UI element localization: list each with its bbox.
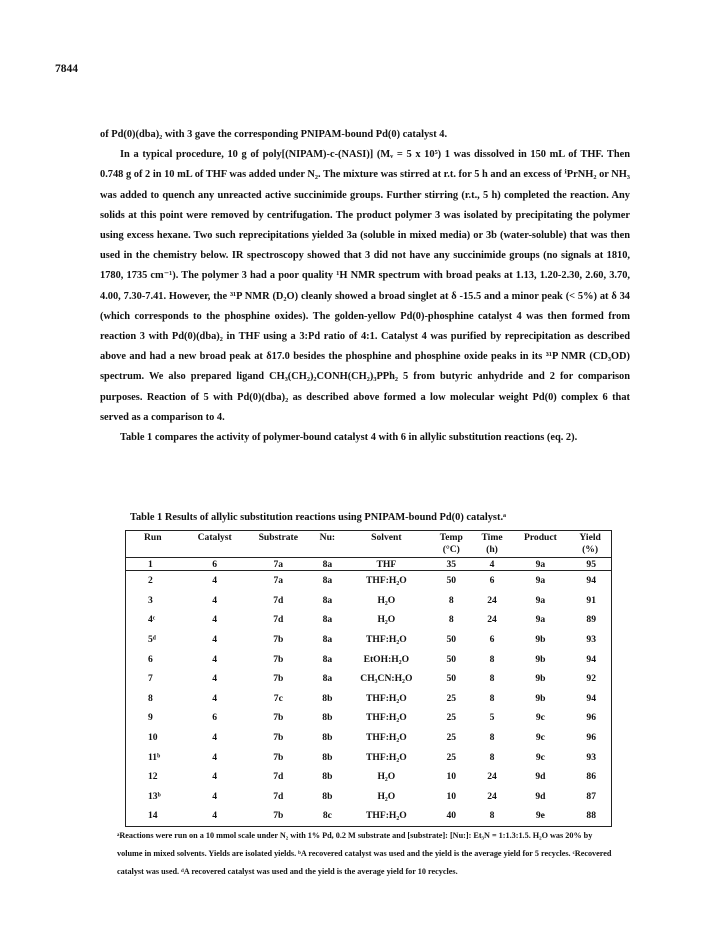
cell-catalyst: 4 bbox=[212, 594, 218, 606]
cell-catalyst: 4 bbox=[212, 575, 218, 587]
cell-substrate: 7a bbox=[244, 558, 312, 571]
table-row bbox=[126, 787, 612, 807]
header-units-nu bbox=[312, 544, 342, 558]
body-text bbox=[100, 125, 630, 448]
cell-time: 24 bbox=[487, 790, 497, 802]
cell-substrate: 7d bbox=[273, 790, 284, 802]
cell-catalyst: 4 bbox=[212, 634, 218, 646]
header-units-catalyst bbox=[185, 544, 244, 558]
cell-run: 7 bbox=[148, 673, 153, 685]
cell-nu: 8a bbox=[322, 673, 333, 685]
cell-nu: 8a bbox=[322, 575, 333, 587]
cell-run: 5ᵈ bbox=[148, 634, 156, 646]
cell-catalyst: 4 bbox=[212, 614, 218, 626]
cell-product: 9a bbox=[535, 614, 546, 626]
cell-product: 9c bbox=[535, 751, 545, 763]
header-units-yield: (%) bbox=[569, 544, 611, 558]
table-row bbox=[126, 591, 612, 611]
cell-yield: 93 bbox=[586, 751, 596, 763]
cell-nu: 8b bbox=[322, 732, 333, 744]
cell-solvent: THF:H₂O bbox=[365, 810, 407, 822]
cell-run: 10 bbox=[148, 732, 158, 744]
cell-time: 8 bbox=[489, 751, 495, 763]
cell-catalyst: 6 bbox=[185, 558, 244, 571]
cell-catalyst: 4 bbox=[212, 790, 218, 802]
cell-product: 9a bbox=[535, 575, 546, 587]
cell-solvent: THF:H₂O bbox=[365, 575, 407, 587]
table-row bbox=[126, 728, 612, 748]
cell-time: 24 bbox=[487, 594, 497, 606]
page-number: 7844 bbox=[55, 63, 78, 75]
cell-nu: 8b bbox=[322, 751, 333, 763]
cell-solvent: THF:H₂O bbox=[365, 634, 407, 646]
cell-run: 2 bbox=[148, 575, 153, 587]
cell-catalyst: 4 bbox=[212, 810, 218, 822]
header-solvent: Solvent bbox=[371, 532, 402, 543]
cell-nu: 8b bbox=[322, 790, 333, 802]
header-units-solvent bbox=[343, 544, 431, 558]
table-row bbox=[126, 610, 612, 630]
cell-nu: 8b bbox=[322, 771, 333, 783]
cell-substrate: 7c bbox=[273, 692, 283, 704]
cell-nu: 8b bbox=[322, 712, 333, 724]
paragraph-1: of Pd(0)(dba)₂ with 3 gave the corresponding PNIPAM-bound Pd(0) catalyst 4. bbox=[100, 129, 448, 140]
cell-time: 8 bbox=[489, 673, 495, 685]
cell-yield: 96 bbox=[586, 712, 596, 724]
header-units-run bbox=[126, 544, 185, 558]
cell-yield: 93 bbox=[586, 634, 596, 646]
cell-substrate: 7b bbox=[273, 673, 284, 685]
table-header-units-row bbox=[126, 544, 612, 558]
cell-yield: 87 bbox=[586, 790, 596, 802]
table-row bbox=[126, 571, 612, 591]
cell-temp: 10 bbox=[446, 771, 457, 783]
cell-temp: 25 bbox=[446, 732, 457, 744]
cell-solvent: THF:H₂O bbox=[365, 692, 407, 704]
cell-nu: 8a bbox=[322, 634, 333, 646]
header-product: Product bbox=[523, 532, 557, 543]
cell-nu: 8c bbox=[322, 810, 332, 822]
cell-time: 8 bbox=[489, 732, 495, 744]
cell-time: 4 bbox=[472, 558, 511, 571]
cell-run: 1 bbox=[126, 558, 185, 571]
cell-run: 6 bbox=[148, 653, 153, 665]
paragraph-2: In a typical procedure, 10 g of poly[(NIPAM)-c-(NASI)] (Mᵥ = 5 x 10⁵) 1 was dissolved in 150 mL of THF. Then 0.748 g of 2 in 10 mL of THF was added under N₂. The mixture was stirred at r.t. for 5 h and an excess of ⁱPrNH₂ or NH₃ was added to quench any unreacted active succinimide groups. Further stirring (r.t., 5 h) completed the reaction. Any solids at this point were removed by centrifugation. The product polymer 3 was isolated by precipitating the polymer using excess hexane. Two such reprecipitations yielded 3a (soluble in mixed media) or 3b (water-soluble) that was then used in the chemistry below. IR spectroscopy showed that 3 did not have any succinimide groups (no signals at 1810, 1780, 1735 cm⁻¹). The polymer 3 had a poor quality ¹H NMR spectrum with broad peaks at 1.13, 1.20-2.30, 2.60, 3.70, 4.00, 7.30-7.41. However, the ³¹P NMR (D₂O) cleanly showed a broad singlet at δ -15.5 and a minor peak (< 5%) at δ 34 (which corresponds to the phosphine oxides). The golden-yellow Pd(0)-phosphine catalyst 4 was then formed from reaction 3 with Pd(0)(dba)₂ in THF using a 3:Pd ratio of 4:1. Catalyst 4 was purified by reprecipitation as described above and had a new broad peak at δ17.0 besides the phosphine and phosphine oxide peaks in its ³¹P NMR (CD₃OD) spectrum. We also prepared ligand CH₃(CH₂)₂CONH(CH₂)₃PPh₂ 5 from butyric anhydride and 2 for comparison purposes. Reaction of 5 with Pd(0)(dba)₂ as described above formed a low molecular weight Pd(0) complex 6 that served as a comparison to 4. bbox=[100, 149, 630, 423]
cell-time: 8 bbox=[489, 692, 495, 704]
cell-temp: 50 bbox=[446, 673, 457, 685]
table-row bbox=[126, 649, 612, 669]
header-units-substrate bbox=[244, 544, 312, 558]
table-row bbox=[126, 558, 612, 571]
cell-catalyst: 4 bbox=[212, 692, 218, 704]
cell-time: 24 bbox=[487, 614, 497, 626]
cell-product: 9e bbox=[535, 810, 545, 822]
header-units-product bbox=[512, 544, 570, 558]
cell-temp: 50 bbox=[446, 575, 457, 587]
header-units-temp: (°C) bbox=[430, 544, 472, 558]
cell-run: 9 bbox=[148, 712, 153, 724]
cell-temp: 50 bbox=[446, 634, 457, 646]
cell-solvent: THF:H₂O bbox=[365, 732, 407, 744]
cell-catalyst: 4 bbox=[212, 732, 218, 744]
header-temp: Temp bbox=[439, 532, 463, 543]
cell-temp: 35 bbox=[430, 558, 472, 571]
footnote-text: ᵃReactions were run on a 10 mmol scale under N₂ with 1% Pd, 0.2 M substrate and [substrate]: [Nu:]: Et₃N = 1:1.3:1.5. H₂O was 20% by volume in mixed solvents. Yields are isolated yields. ᵇA recovered catalyst was used and the yield is the average yield for 5 recycles. ᶜRecovered catalyst was used. ᵈA recovered catalyst was used and the yield is the average yield for 10 recycles. bbox=[117, 831, 612, 876]
cell-run: 4ᶜ bbox=[148, 614, 156, 626]
table-header-row bbox=[126, 531, 612, 545]
cell-substrate: 7d bbox=[273, 594, 284, 606]
cell-substrate: 7b bbox=[273, 712, 284, 724]
cell-catalyst: 4 bbox=[212, 673, 218, 685]
paragraph-3: Table 1 compares the activity of polymer-bound catalyst 4 with 6 in allylic substitution reactions (eq. 2). bbox=[120, 432, 578, 444]
cell-time: 8 bbox=[489, 810, 495, 822]
cell-run: 13ᵇ bbox=[148, 790, 161, 802]
header-substrate: Substrate bbox=[258, 532, 299, 543]
cell-temp: 40 bbox=[446, 810, 457, 822]
cell-substrate: 7b bbox=[273, 634, 284, 646]
cell-catalyst: 4 bbox=[212, 653, 218, 665]
cell-nu: 8a bbox=[312, 558, 342, 571]
cell-product: 9a bbox=[535, 594, 546, 606]
cell-solvent: H₂O bbox=[377, 790, 396, 802]
cell-solvent: THF:H₂O bbox=[365, 751, 407, 763]
header-run: Run bbox=[144, 532, 162, 543]
cell-catalyst: 4 bbox=[212, 771, 218, 783]
cell-nu: 8a bbox=[322, 614, 333, 626]
cell-solvent: H₂O bbox=[377, 594, 396, 606]
cell-run: 3 bbox=[148, 594, 153, 606]
cell-temp: 25 bbox=[446, 692, 457, 704]
cell-product: 9b bbox=[535, 692, 546, 704]
cell-substrate: 7b bbox=[273, 653, 284, 665]
cell-yield: 86 bbox=[586, 771, 596, 783]
cell-temp: 8 bbox=[448, 594, 454, 606]
header-units-time: (h) bbox=[472, 544, 511, 558]
cell-run: 8 bbox=[148, 692, 153, 704]
results-table bbox=[125, 530, 612, 827]
cell-time: 6 bbox=[489, 634, 495, 646]
table-row bbox=[126, 689, 612, 709]
cell-yield: 88 bbox=[586, 810, 596, 822]
cell-solvent: H₂O bbox=[377, 614, 396, 626]
header-catalyst: Catalyst bbox=[197, 532, 232, 543]
cell-nu: 8a bbox=[322, 653, 333, 665]
cell-run: 11ᵇ bbox=[148, 751, 161, 763]
table-row bbox=[126, 669, 612, 689]
table-row bbox=[126, 806, 612, 826]
cell-product: 9b bbox=[535, 653, 546, 665]
cell-product: 9c bbox=[535, 712, 545, 724]
table-caption: Table 1 Results of allylic substitution reactions using PNIPAM-bound Pd(0) catalyst.ᵃ bbox=[130, 512, 507, 523]
cell-time: 8 bbox=[489, 653, 495, 665]
cell-yield: 92 bbox=[586, 673, 596, 685]
cell-solvent: THF:H₂O bbox=[365, 712, 407, 724]
cell-temp: 10 bbox=[446, 790, 457, 802]
table-body bbox=[126, 558, 612, 827]
cell-yield: 91 bbox=[586, 594, 596, 606]
cell-yield: 96 bbox=[586, 732, 596, 744]
cell-nu: 8a bbox=[322, 594, 333, 606]
cell-run: 14 bbox=[148, 810, 158, 822]
cell-substrate: 7d bbox=[273, 614, 284, 626]
cell-temp: 25 bbox=[446, 712, 457, 724]
cell-yield: 94 bbox=[586, 575, 596, 587]
cell-temp: 25 bbox=[446, 751, 457, 763]
cell-substrate: 7a bbox=[273, 575, 284, 587]
cell-time: 24 bbox=[487, 771, 497, 783]
cell-run: 12 bbox=[148, 771, 158, 783]
table-row bbox=[126, 767, 612, 787]
cell-temp: 8 bbox=[448, 614, 454, 626]
cell-product: 9a bbox=[512, 558, 570, 571]
cell-product: 9b bbox=[535, 634, 546, 646]
table-row bbox=[126, 630, 612, 650]
cell-yield: 94 bbox=[586, 692, 596, 704]
table-footnote bbox=[117, 827, 617, 881]
cell-substrate: 7b bbox=[273, 732, 284, 744]
cell-product: 9d bbox=[535, 790, 546, 802]
cell-solvent: CH₃CN:H₂O bbox=[360, 673, 413, 685]
header-time: Time bbox=[481, 532, 503, 543]
cell-product: 9c bbox=[535, 732, 545, 744]
cell-yield: 94 bbox=[586, 653, 596, 665]
cell-catalyst: 4 bbox=[212, 751, 218, 763]
cell-time: 5 bbox=[489, 712, 495, 724]
table-row bbox=[126, 708, 612, 728]
cell-substrate: 7b bbox=[273, 810, 284, 822]
cell-product: 9b bbox=[535, 673, 546, 685]
cell-solvent: EtOH:H₂O bbox=[363, 653, 410, 665]
cell-product: 9d bbox=[535, 771, 546, 783]
cell-yield: 89 bbox=[586, 614, 596, 626]
cell-substrate: 7b bbox=[273, 751, 284, 763]
cell-solvent: THF bbox=[343, 558, 431, 571]
header-yield: Yield bbox=[579, 532, 601, 543]
header-nu: Nu: bbox=[319, 532, 336, 543]
cell-nu: 8b bbox=[322, 692, 333, 704]
table-row bbox=[126, 747, 612, 767]
cell-substrate: 7d bbox=[273, 771, 284, 783]
cell-time: 6 bbox=[489, 575, 495, 587]
cell-temp: 50 bbox=[446, 653, 457, 665]
cell-solvent: H₂O bbox=[377, 771, 396, 783]
cell-catalyst: 6 bbox=[212, 712, 218, 724]
cell-yield: 95 bbox=[569, 558, 611, 571]
